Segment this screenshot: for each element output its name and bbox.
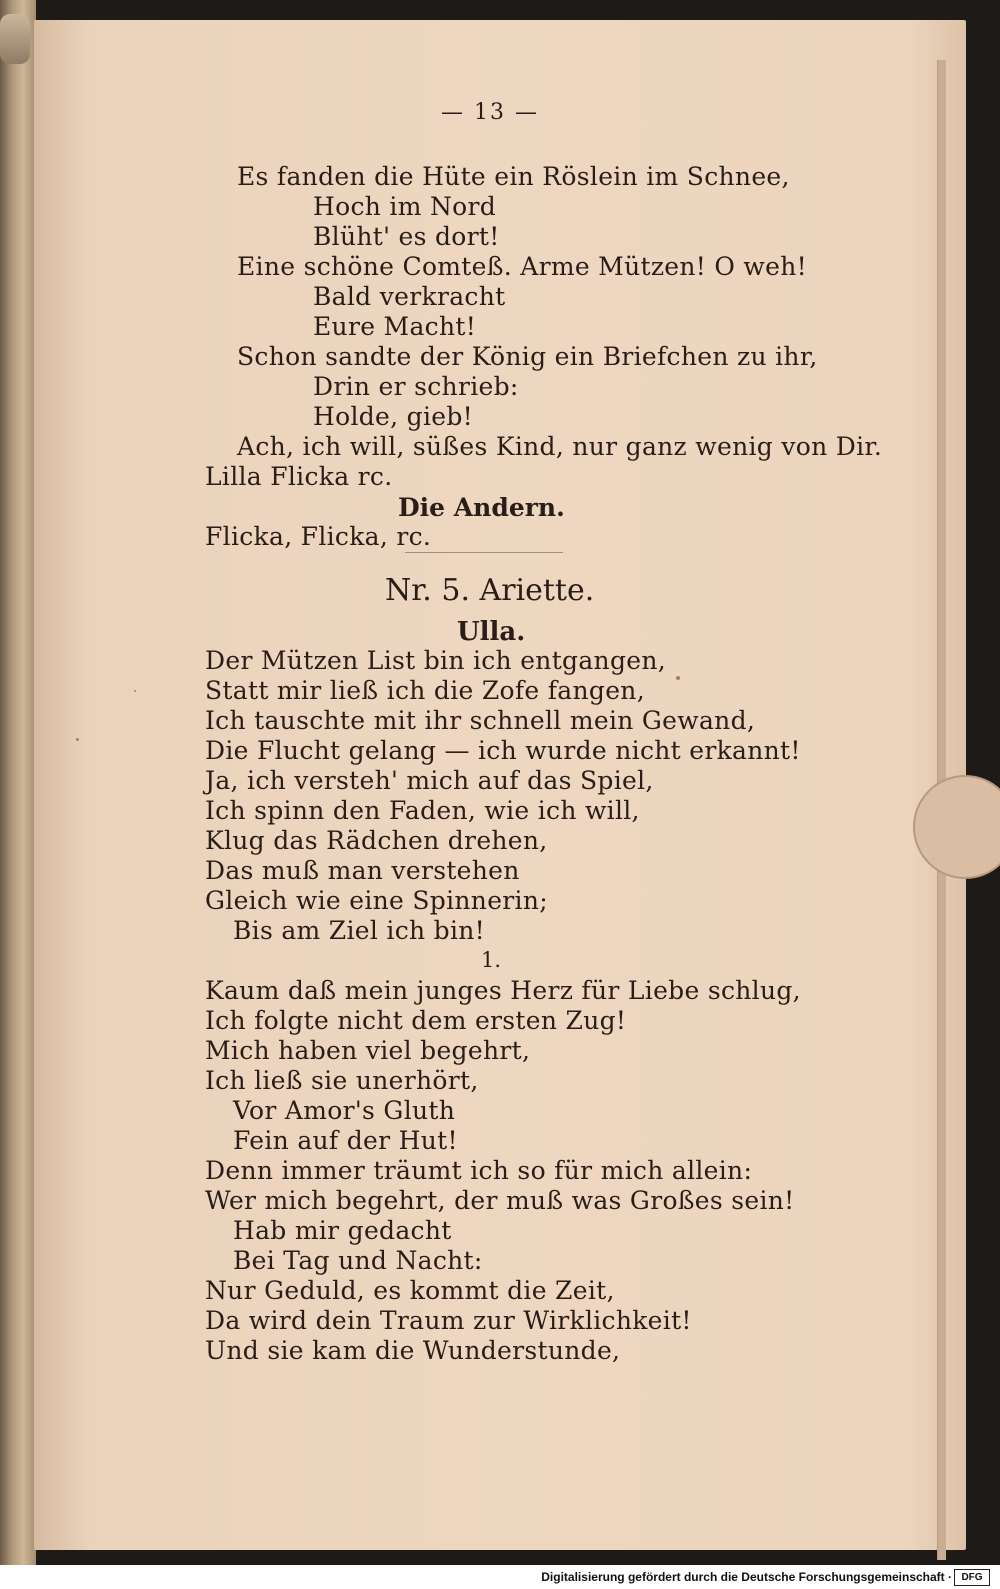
verse-line: Gleich wie eine Spinnerin; bbox=[205, 886, 548, 915]
verse-line: Klug das Rädchen drehen, bbox=[205, 826, 548, 855]
paper-speck bbox=[676, 676, 680, 680]
verse-line: Bis am Ziel ich bin! bbox=[233, 916, 485, 945]
verse-line: Da wird dein Traum zur Wirklichkeit! bbox=[205, 1306, 692, 1335]
verse-number: 1. bbox=[481, 948, 502, 972]
verse-line: Fein auf der Hut! bbox=[233, 1126, 458, 1155]
verse-line: Flicka, Flicka, rc. bbox=[205, 522, 432, 551]
verse-line: Ja, ich versteh' mich auf das Spiel, bbox=[205, 766, 654, 795]
verse-line: Denn immer träumt ich so für mich allein: bbox=[205, 1156, 753, 1185]
verse-line: Schon sandte der König ein Briefchen zu ihr, bbox=[237, 342, 818, 371]
digitization-footer bbox=[0, 1565, 1000, 1589]
verse-line: Ach, ich will, süßes Kind, nur ganz wenig von Dir. bbox=[237, 432, 883, 461]
speaker-heading: Die Andern. bbox=[398, 493, 565, 522]
verse-line: Vor Amor's Gluth bbox=[233, 1096, 456, 1125]
verse-line: Bei Tag und Nacht: bbox=[233, 1246, 483, 1275]
verse-line: Die Flucht gelang — ich wurde nicht erkannt! bbox=[205, 736, 801, 765]
verse-line: Eure Macht! bbox=[313, 312, 477, 341]
speaker-heading: Ulla. bbox=[457, 617, 526, 647]
verse-line: Es fanden die Hüte ein Röslein im Schnee, bbox=[237, 162, 790, 191]
funding-credit: Digitalisierung gefördert durch die Deutsche Forschungsgemeinschaft · bbox=[541, 1570, 952, 1584]
verse-line: Und sie kam die Wunderstunde, bbox=[205, 1336, 621, 1365]
verse-line: Wer mich begehrt, der muß was Großes sein! bbox=[205, 1186, 795, 1215]
verse-line: Statt mir ließ ich die Zofe fangen, bbox=[205, 676, 645, 705]
verse-line: Drin er schrieb: bbox=[313, 372, 519, 401]
paper-speck bbox=[76, 738, 79, 741]
verse-line: Ich tauschte mit ihr schnell mein Gewand, bbox=[205, 706, 756, 735]
page-number: — 13 — bbox=[441, 100, 539, 125]
verse-line: Lilla Flicka rc. bbox=[205, 462, 393, 491]
verse-line: Mich haben viel begehrt, bbox=[205, 1036, 531, 1065]
verse-line: Ich spinn den Faden, wie ich will, bbox=[205, 796, 640, 825]
verse-line: Kaum daß mein junges Herz für Liebe schlug, bbox=[205, 976, 801, 1005]
verse-line: Ich folgte nicht dem ersten Zug! bbox=[205, 1006, 627, 1035]
verse-line: Holde, gieb! bbox=[313, 402, 473, 431]
verse-line: Hoch im Nord bbox=[313, 192, 497, 221]
verse-line: Blüht' es dort! bbox=[313, 222, 500, 251]
verse-line: Nur Geduld, es kommt die Zeit, bbox=[205, 1276, 615, 1305]
verse-line: Eine schöne Comteß. Arme Mützen! O weh! bbox=[237, 252, 807, 281]
dfg-logo: DFG bbox=[954, 1569, 990, 1586]
paper-speck bbox=[134, 690, 136, 692]
verse-line: Bald verkracht bbox=[313, 282, 506, 311]
section-title: Nr. 5. Ariette. bbox=[385, 573, 595, 608]
verse-line: Ich ließ sie unerhört, bbox=[205, 1066, 479, 1095]
section-divider bbox=[405, 552, 563, 553]
verse-line: Hab mir gedacht bbox=[233, 1216, 452, 1245]
verse-line: Der Mützen List bin ich entgangen, bbox=[205, 646, 667, 675]
verse-line: Das muß man verstehen bbox=[205, 856, 520, 885]
